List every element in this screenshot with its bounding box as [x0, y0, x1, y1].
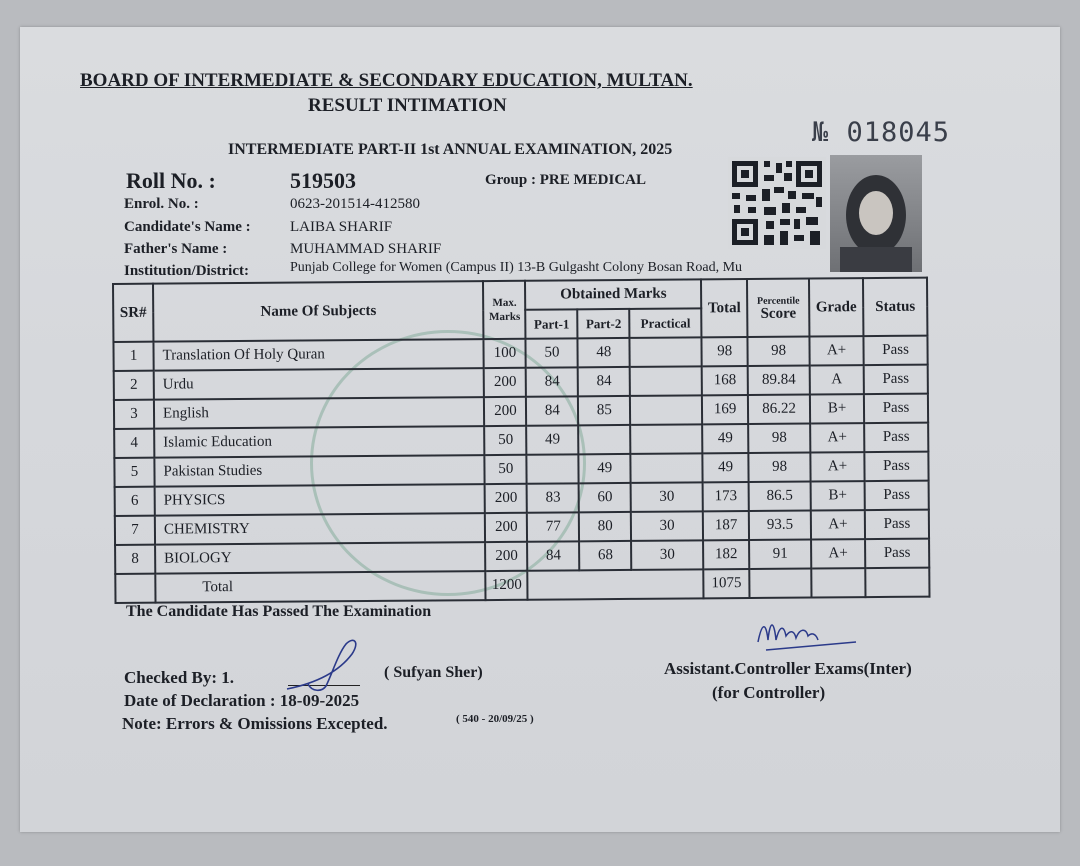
- total-row-sr: [115, 574, 155, 603]
- status-header: Status: [863, 278, 927, 337]
- total-cell: 173: [703, 482, 749, 511]
- sr-cell: 7: [115, 516, 155, 545]
- part2-cell: 85: [578, 396, 630, 425]
- max-marks-cell: 200: [485, 542, 527, 571]
- part1-cell: 84: [526, 396, 578, 425]
- total-obtained-blank: [528, 569, 704, 599]
- total-header: Total: [701, 279, 747, 337]
- part1-header: Part-1: [526, 309, 578, 338]
- total-cell: 182: [703, 540, 749, 569]
- max-marks-cell: 200: [484, 368, 526, 397]
- part1-cell: 50: [526, 338, 578, 367]
- status-cell: Pass: [864, 394, 928, 424]
- part2-cell: [578, 425, 630, 454]
- subject-header: Name Of Subjects: [153, 281, 484, 342]
- pass-statement: The Candidate Has Passed The Examination: [126, 603, 432, 620]
- practical-cell: 30: [631, 540, 703, 570]
- practical-cell: [630, 366, 702, 396]
- part2-cell: 84: [578, 367, 630, 396]
- declaration-date: Date of Declaration : 18-09-2025: [124, 691, 360, 710]
- part2-cell: 48: [578, 338, 630, 367]
- score-cell: 98: [748, 424, 810, 453]
- subject-cell: CHEMISTRY: [155, 513, 486, 545]
- sr-cell: 4: [114, 429, 154, 458]
- part2-cell: 80: [579, 512, 631, 541]
- sr-cell: 1: [113, 342, 153, 371]
- controller-signature: [756, 612, 866, 657]
- status-cell: Pass: [864, 365, 928, 395]
- grade-cell: A+: [810, 423, 864, 452]
- grade-cell: A+: [810, 452, 864, 481]
- sr-cell: 5: [114, 458, 154, 487]
- part2-cell: 60: [579, 483, 631, 512]
- max-marks-cell: 200: [485, 513, 527, 542]
- score-header: [747, 279, 809, 337]
- sr-header: SR#: [113, 284, 153, 342]
- part1-cell: 83: [527, 483, 579, 512]
- max-marks-cell: 50: [485, 455, 527, 484]
- roll-number: 519503: [290, 168, 356, 193]
- status-cell: Pass: [864, 423, 928, 453]
- grade-header: Grade: [809, 278, 863, 336]
- sr-cell: 3: [114, 400, 154, 429]
- candidate-photo: [830, 155, 922, 272]
- subject-cell: Translation Of Holy Quran: [153, 339, 484, 371]
- score-cell: 91: [749, 540, 811, 569]
- total-row: [115, 568, 929, 603]
- max-marks-cell: 50: [485, 426, 527, 455]
- institution-name: Punjab College for Women (Campus II) 13-B Gulgasht Colony Bosan Road, Mu: [290, 260, 743, 275]
- total-cell: 98: [702, 337, 748, 366]
- total-cell: 168: [702, 366, 748, 395]
- subject-cell: Urdu: [154, 368, 485, 400]
- father-name-label: Father's Name :: [124, 241, 228, 257]
- total-grade-blank: [811, 568, 865, 597]
- enrol-number: 0623-201514-412580: [290, 196, 420, 212]
- subject-cell: PHYSICS: [155, 484, 486, 516]
- part2-header: Part-2: [578, 309, 630, 338]
- part1-cell: 84: [526, 367, 578, 396]
- grade-cell: B+: [810, 394, 864, 423]
- sr-cell: 2: [114, 371, 154, 400]
- status-cell: Pass: [865, 510, 929, 540]
- subject-cell: Pakistan Studies: [154, 455, 485, 487]
- print-code: ( 540 - 20/09/25 ): [456, 713, 534, 725]
- part1-cell: 77: [527, 512, 579, 541]
- score-cell: 86.5: [749, 482, 811, 511]
- max-marks-cell: 200: [485, 484, 527, 513]
- obtained-marks-header: Obtained Marks: [525, 279, 701, 309]
- roll-label: Roll No. :: [126, 168, 216, 193]
- status-cell: Pass: [865, 481, 929, 511]
- practical-cell: [631, 453, 703, 483]
- score-cell: 86.22: [748, 395, 810, 424]
- total-cell: 169: [702, 395, 748, 424]
- checker-signature: [282, 634, 372, 694]
- practical-header: Practical: [629, 308, 701, 338]
- qr-code: [728, 157, 826, 249]
- candidate-name-label: Candidate's Name :: [124, 219, 251, 235]
- score-cell: 89.84: [748, 366, 810, 395]
- score-label: Score: [760, 305, 797, 322]
- practical-cell: 30: [631, 482, 703, 512]
- max-marks-cell: 200: [484, 397, 526, 426]
- subject-cell: BIOLOGY: [155, 542, 486, 574]
- part1-cell: 84: [527, 541, 579, 570]
- status-cell: Pass: [863, 336, 927, 366]
- total-obtained: 1075: [703, 569, 749, 598]
- subject-cell: Islamic Education: [154, 426, 485, 458]
- max-marks-cell: 100: [484, 339, 526, 368]
- subject-cell: English: [154, 397, 485, 429]
- status-cell: Pass: [865, 539, 929, 569]
- sr-cell: 8: [115, 545, 155, 574]
- board-name: BOARD OF INTERMEDIATE & SECONDARY EDUCATION, MULTAN.: [80, 70, 693, 91]
- practical-cell: [630, 337, 702, 367]
- enrol-label: Enrol. No. :: [124, 196, 199, 212]
- group: Group : PRE MEDICAL: [485, 172, 646, 188]
- grade-cell: A+: [811, 539, 865, 568]
- grade-cell: A+: [809, 336, 863, 365]
- grade-cell: A: [810, 365, 864, 394]
- total-cell: 49: [702, 424, 748, 453]
- percentile-label: Percentile: [756, 295, 800, 307]
- candidate-name: LAIBA SHARIF: [290, 219, 393, 235]
- max-marks-header: Max. Marks: [483, 281, 525, 339]
- status-cell: Pass: [864, 452, 928, 482]
- checker-name: ( Sufyan Sher): [384, 664, 483, 681]
- exam-title: INTERMEDIATE PART-II 1st ANNUAL EXAMINATION, 2025: [228, 141, 673, 158]
- practical-cell: 30: [631, 511, 703, 541]
- sr-cell: 6: [115, 487, 155, 516]
- total-cell: 49: [702, 453, 748, 482]
- institution-label: Institution/District:: [124, 263, 249, 279]
- marks-table: [112, 277, 930, 604]
- score-cell: 93.5: [749, 511, 811, 540]
- serial-number: № 018045: [812, 117, 951, 148]
- for-controller: (for Controller): [712, 683, 826, 702]
- part2-cell: 68: [579, 541, 631, 570]
- total-status-blank: [865, 568, 929, 598]
- part2-cell: 49: [579, 454, 631, 483]
- total-max-marks: 1200: [486, 571, 528, 600]
- total-cell: 187: [703, 511, 749, 540]
- father-name: MUHAMMAD SHARIF: [290, 241, 442, 257]
- document-title: RESULT INTIMATION: [308, 95, 507, 116]
- total-score-blank: [749, 569, 811, 598]
- controller-title: Assistant.Controller Exams(Inter): [664, 659, 912, 678]
- score-cell: 98: [748, 337, 810, 366]
- checked-by-label: Checked By: 1.: [124, 668, 235, 687]
- part1-cell: 49: [527, 425, 579, 454]
- practical-cell: [630, 395, 702, 425]
- practical-cell: [630, 424, 702, 454]
- part1-cell: [527, 454, 579, 483]
- score-cell: 98: [748, 453, 810, 482]
- grade-cell: B+: [811, 481, 865, 510]
- errors-note: Note: Errors & Omissions Excepted.: [122, 714, 388, 733]
- total-label: Total: [155, 571, 486, 603]
- grade-cell: A+: [811, 510, 865, 539]
